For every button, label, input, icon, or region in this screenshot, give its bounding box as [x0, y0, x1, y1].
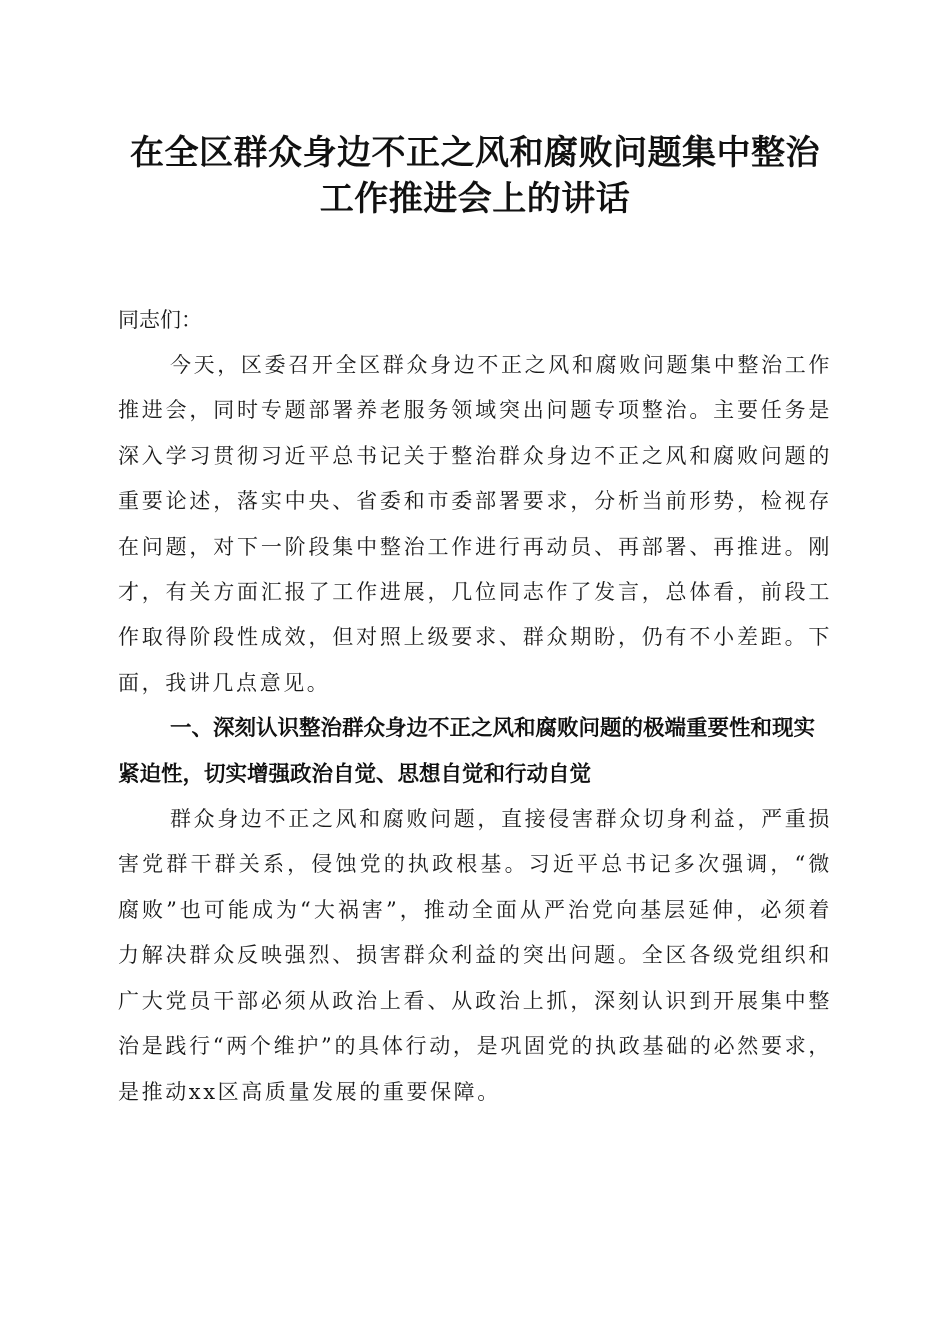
title-line-1: 在全区群众身边不正之风和腐败问题集中整治 — [130, 133, 820, 173]
section-heading-1: 一、深刻认识整治群众身边不正之风和腐败问题的极端重要性和现实紧迫性，切实增强政治自觉、思想自觉和行动自觉 — [118, 716, 816, 787]
paragraph-section-1: 群众身边不正之风和腐败问题，直接侵害群众切身利益，严重损害党群干群关系，侵蚀党的执政根基。习近平总书记多次强调，“微腐败”也可能成为“大祸害”，推动全面从严治党向基层延伸，必须着力解决群众反映强烈、损害群众利益的突出问题。全区各级党组织和广大党员干部必须从政治上看、从政治上抓，深刻认识到开展集中整治是践行“两个维护”的具体行动，是巩固党的执政基础的必然要求，是推动xx区高质量发展的重要保障。 — [118, 807, 832, 1104]
salutation: 同志们： — [118, 308, 202, 332]
document-page — [118, 130, 832, 1115]
document-title — [118, 130, 832, 222]
title-line-2: 工作推进会上的讲话 — [319, 179, 631, 219]
paragraph-intro: 今天，区委召开全区群众身边不正之风和腐败问题集中整治工作推进会，同时专题部署养老服务领域突出问题专项整治。主要任务是深入学习贯彻习近平总书记关于整治群众身边不正之风和腐败问题的重要论述，落实中央、省委和市委部署要求，分析当前形势，检视存在问题，对下一阶段集中整治工作进行再动员、再部署、再推进。刚才，有关方面汇报了工作进展，几位同志作了发言，总体看，前段工作取得阶段性成效，但对照上级要求、群众期盼，仍有不小差距。下面，我讲几点意见。 — [118, 353, 832, 695]
